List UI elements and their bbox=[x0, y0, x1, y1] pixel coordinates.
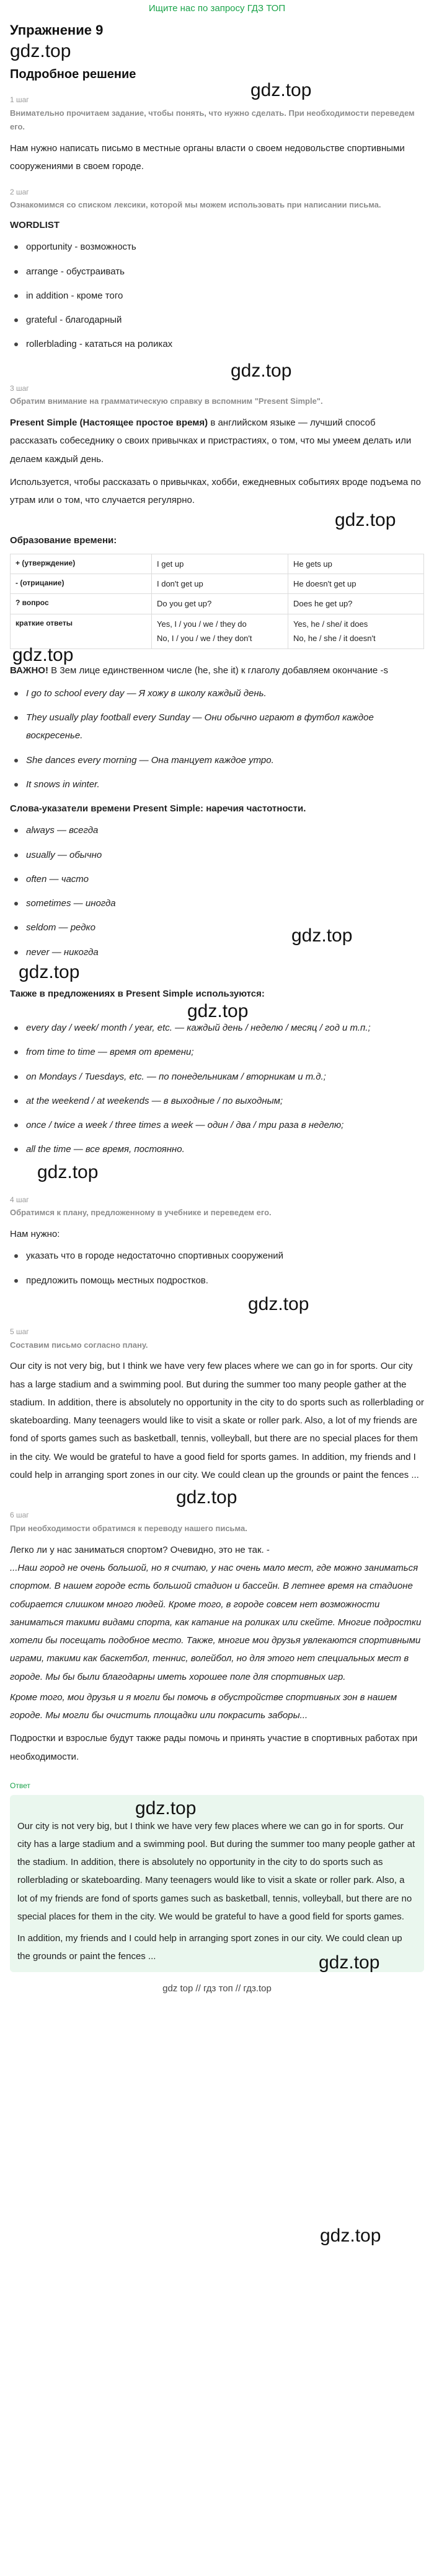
table-row: ? вопрос Do you get up? Does he get up? bbox=[11, 594, 424, 614]
solution-title: Подробное решение bbox=[10, 67, 136, 81]
list-item: I go to school every day — Я хожу в школу каждый день. bbox=[10, 684, 424, 702]
table-row: - (отрицание) I don't get up He doesn't get up bbox=[11, 574, 424, 594]
table-row: + (утверждение) I get up He gets up bbox=[11, 554, 424, 574]
wordlist-title: WORDLIST bbox=[10, 220, 60, 231]
brand-watermark: gdz.top bbox=[176, 1487, 237, 1508]
step-label: 6 шаг bbox=[10, 1511, 29, 1520]
need-label: Нам нужно: bbox=[10, 1229, 60, 1240]
step-text: Нам нужно написать письмо в местные органы власти о своем недовольстве спортивными сооружениями в своем городе. bbox=[10, 143, 405, 172]
list-item: seldom — редко bbox=[10, 919, 424, 937]
step-label: 5 шаг bbox=[10, 1327, 29, 1336]
brand-watermark: gdz.top bbox=[37, 1161, 99, 1182]
list-item: always — всегда bbox=[10, 821, 424, 839]
list-item: указать что в городе недостаточно спортивных сооружений bbox=[10, 1247, 424, 1265]
list-item: sometimes — иногда bbox=[10, 894, 424, 912]
step-label: 4 шаг bbox=[10, 1195, 29, 1204]
list-item: rollerblading - кататься на роликах bbox=[10, 335, 424, 353]
footer-links[interactable]: gdz top // гдз топ // гдз.top bbox=[162, 1983, 272, 1994]
step-4 bbox=[10, 1195, 424, 1316]
brand-watermark: gdz.top bbox=[320, 2225, 381, 2246]
list-item: at the weekend / at weekends — в выходные / по выходным; bbox=[10, 1092, 424, 1110]
step-3 bbox=[10, 383, 424, 1184]
brand-watermark: gdz.top bbox=[231, 360, 292, 381]
list-item: They usually play football every Sunday — Они обычно играют в футбол каждое воскресенье. bbox=[10, 709, 424, 745]
list-item: often — часто bbox=[10, 870, 424, 888]
translation-text: Кроме того, мои друзья и я могли бы помочь в обустройстве спортивных зон в нашем городе. Мы могли бы очистить площадки или покрасить заборы... bbox=[10, 1692, 397, 1721]
list-item: предложить помощь местных подростков. bbox=[10, 1272, 424, 1290]
brand-watermark: gdz.top bbox=[250, 80, 312, 100]
step-5 bbox=[10, 1327, 424, 1484]
step-1 bbox=[10, 95, 424, 176]
also-title: Также в предложениях в Present Simple используются: bbox=[10, 988, 265, 999]
step-instruction: При необходимости обратимся к переводу нашего письма. bbox=[10, 1524, 247, 1534]
formation-table bbox=[10, 554, 424, 649]
answer-text: Our city is not very big, but I think we have very few places where we can go in for sports. Our city has a large stadium and a swimming pool. But during the summer too many people gather at the stadium. In addition, there is absolutely no opportunity in the city to do sports such as rollerblading or skateboarding. Many teenagers would like to visit a skate or roller park. Also, a lot of my friends are fond of sports games such as basketball, tennis, volleyball, but there are no special places for them in the city. We would be grateful to have a good field for sports games. bbox=[17, 1820, 415, 1922]
list-item: on Mondays / Tuesdays, etc. — по понедельникам / вторникам и т.д.; bbox=[10, 1068, 424, 1086]
brand-watermark: gdz.top bbox=[12, 644, 74, 665]
step-6 bbox=[10, 1510, 424, 1766]
step-label: 3 шаг bbox=[10, 383, 29, 393]
list-item: arrange - обустраивать bbox=[10, 263, 424, 281]
top-search-banner[interactable] bbox=[10, 0, 424, 17]
letter-text: Our city is not very big, but I think we have very few places where we can go in for sports. Our city has a large stadium and a swimming pool. But during the summer too many people gather at the stadium. In addition, there is absolutely no opportunity in the city to do sports such as rollerblading or skateboarding. Many teenagers would like to visit a skate or roller park. Also, a lot of my friends are fond of sports games such as basketball, tennis, volleyball, but there are no special places for them in the city. We would be grateful to have a good field for sports games. In addition, my friends and I could help in arranging sport zones in our city. We could clean up the grounds or paint the fences ... bbox=[10, 1361, 424, 1480]
step-instruction: Обратимся к плану, предложенному в учебнике и переведем его. bbox=[10, 1208, 272, 1218]
brand-watermark: gdz.top bbox=[319, 1952, 380, 1973]
adverbs-list bbox=[10, 821, 424, 961]
brand-watermark: gdz.top bbox=[10, 40, 71, 61]
also-list bbox=[10, 1019, 424, 1159]
brand-watermark: gdz.top bbox=[187, 1001, 249, 1022]
list-item: every day / week/ month / year, etc. — каждый день / неделю / месяц / год и т.п.; bbox=[10, 1019, 424, 1037]
list-item: usually — обычно bbox=[10, 846, 424, 864]
exercise-title: Упражнение 9 bbox=[10, 22, 104, 38]
brand-watermark: gdz.top bbox=[291, 925, 353, 946]
brand-watermark: gdz.top bbox=[135, 1797, 197, 1818]
table-row: краткие ответы Yes, I / you / we / they do No, I / you / we / they don't Yes, he / she/ it does No, he / she / it doesn't bbox=[11, 614, 424, 648]
list-item: once / twice a week / three times a week — один / два / три раза в неделю; bbox=[10, 1116, 424, 1134]
brand-watermark: gdz.top bbox=[248, 1293, 309, 1314]
examples-list bbox=[10, 684, 424, 793]
step-instruction: Внимательно прочитаем задание, чтобы понять, что нужно сделать. При необходимости переведем его. bbox=[10, 108, 415, 132]
translation-text: ...Наш город не очень большой, но я считаю, у нас очень мало мест, где можно заниматься спортом. В нашем городе есть большой стадион и бассейн. В летнее время на стадионе собирается слишком много людей. Кроме того, в городе совсем нет возможности заниматься такими видами спорта, как катание на роликах или скейте. Многие подростки хотели бы посещать подобное место. Также, многие мои друзья увлекаются спортивными играми, такими как баскетбол, теннис, волейбол, но для этого нет специальных мест в городе. Мы бы были благодарны иметь хорошее поле для спортивных игр. bbox=[10, 1563, 422, 1682]
list-item: never — никогда bbox=[10, 943, 424, 961]
answer-label: Ответ bbox=[10, 1781, 30, 1790]
plan-list bbox=[10, 1247, 424, 1290]
brand-watermark: gdz.top bbox=[335, 510, 396, 531]
top-search-link[interactable]: Ищите нас по запросу ГДЗ ТОП bbox=[148, 3, 286, 14]
list-item: from time to time — время от времени; bbox=[10, 1043, 424, 1061]
brand-watermark: gdz.top bbox=[19, 961, 80, 982]
step-label: 2 шаг bbox=[10, 187, 29, 196]
step-instruction: Ознакомимся со списком лексики, которой мы можем использовать при написании письма. bbox=[10, 200, 381, 210]
formation-title: Образование времени: bbox=[10, 535, 117, 546]
present-simple-intro: Present Simple (Настоящее простое время) в английском языке — лучший способ рассказать собеседнику о своих привычках и пристрастиях, о том, что мы умеем делать или делаем каждый день. bbox=[10, 417, 412, 465]
step-instruction: Составим письмо согласно плану. bbox=[10, 1340, 148, 1350]
present-simple-usage: Используется, чтобы рассказать о привычках, хобби, ежедневных событиях вроде подъема по утрам или о том, что случается регулярно. bbox=[10, 476, 421, 506]
answer-box bbox=[10, 1795, 424, 1972]
translation-question: Легко ли у нас заниматься спортом? Очевидно, это не так. - bbox=[10, 1544, 270, 1555]
step-2 bbox=[10, 187, 424, 354]
wordlist bbox=[10, 238, 424, 353]
markers-title: Слова-указатели времени Present Simple: наречия частотности. bbox=[10, 803, 306, 814]
important-note: ВАЖНО! В 3ем лице единственном числе (he, she it) к глаголу добавляем окончание -s bbox=[10, 665, 388, 676]
list-item: in addition - кроме того bbox=[10, 287, 424, 305]
list-item: all the time — все время, постоянно. bbox=[10, 1140, 424, 1158]
step-instruction: Обратим внимание на грамматическую справку в вспомним "Present Simple". bbox=[10, 396, 323, 406]
answer-text: In addition, my friends and I could help in arranging sport zones in our city. We could clean up the grounds or paint the fences ... bbox=[17, 1933, 402, 1962]
list-item: It snows in winter. bbox=[10, 775, 424, 793]
translation-note: Подростки и взрослые будут также рады помочь и принять участие в спортивных работах при необходимости. bbox=[10, 1733, 418, 1762]
step-label: 1 шаг bbox=[10, 95, 29, 104]
list-item: opportunity - возможность bbox=[10, 238, 424, 256]
list-item: grateful - благодарный bbox=[10, 311, 424, 329]
list-item: She dances every morning — Она танцует каждое утро. bbox=[10, 751, 424, 769]
